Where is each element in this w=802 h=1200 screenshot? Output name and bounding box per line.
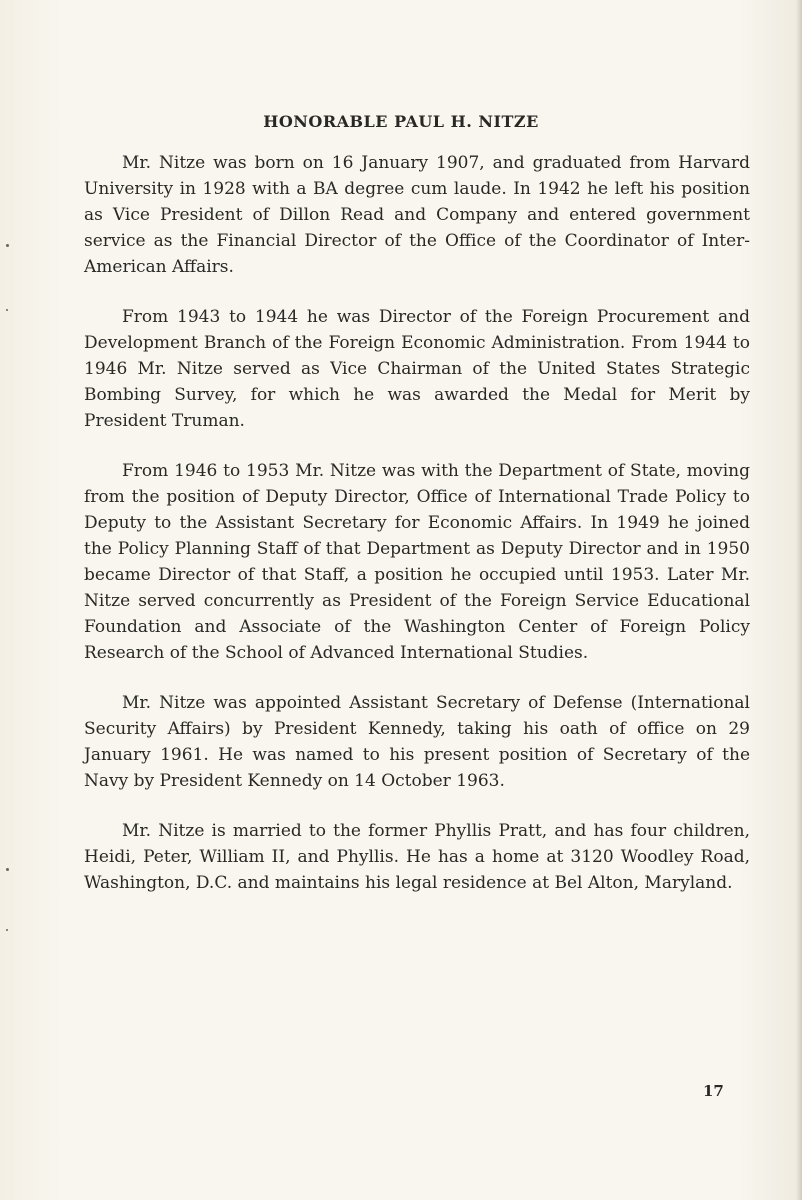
page-number: 17	[703, 1082, 724, 1100]
scan-speck	[6, 244, 9, 247]
scan-speck	[6, 929, 8, 931]
scan-speck	[6, 868, 9, 871]
body-text	[84, 150, 750, 920]
paragraph-1: Mr. Nitze was born on 16 January 1907, and graduated from Harvard University in 1928 with a BA degree cum laude. In 1942 he left his position as Vice President of Dillon Read and Company and entered government service as the Financial Director of the Office of the Coordinator of Inter-American Affairs.	[84, 153, 750, 277]
page-edge-shadow	[796, 0, 802, 1200]
paragraph-4: Mr. Nitze was appointed Assistant Secretary of Defense (International Security Affairs) by President Kennedy, taking his oath of office on 29 January 1961. He was named to his present position of Secretary of the Navy by President Kennedy on 14 October 1963.	[84, 693, 750, 791]
paragraph-2: From 1943 to 1944 he was Director of the Foreign Procurement and Development Branch of the Foreign Economic Administration. From 1944 to 1946 Mr. Nitze served as Vice Chairman of the United States Strategic Bombing Survey, for which he was awarded the Medal for Merit by President Truman.	[84, 307, 750, 431]
scan-speck	[6, 309, 8, 311]
paragraph-5: Mr. Nitze is married to the former Phyllis Pratt, and has four children, Heidi, Peter, William II, and Phyllis. He has a home at 3120 Woodley Road, Washington, D.C. and maintains his legal residence at Bel Alton, Maryland.	[84, 821, 750, 893]
page-title: HONORABLE PAUL H. NITZE	[263, 112, 539, 131]
paragraph-3: From 1946 to 1953 Mr. Nitze was with the Department of State, moving from the position of Deputy Director, Office of International Trade Policy to Deputy to the Assistant Secretary for Economic Affairs. In 1949 he joined the Policy Planning Staff of that Department as Deputy Director and in 1950 became Director of that Staff, a position he occupied until 1953. Later Mr. Nitze served concurrently as President of the Foreign Service Educational Foundation and Associate of the Washington Center of Foreign Policy Research of the School of Advanced International Studies.	[84, 461, 750, 663]
